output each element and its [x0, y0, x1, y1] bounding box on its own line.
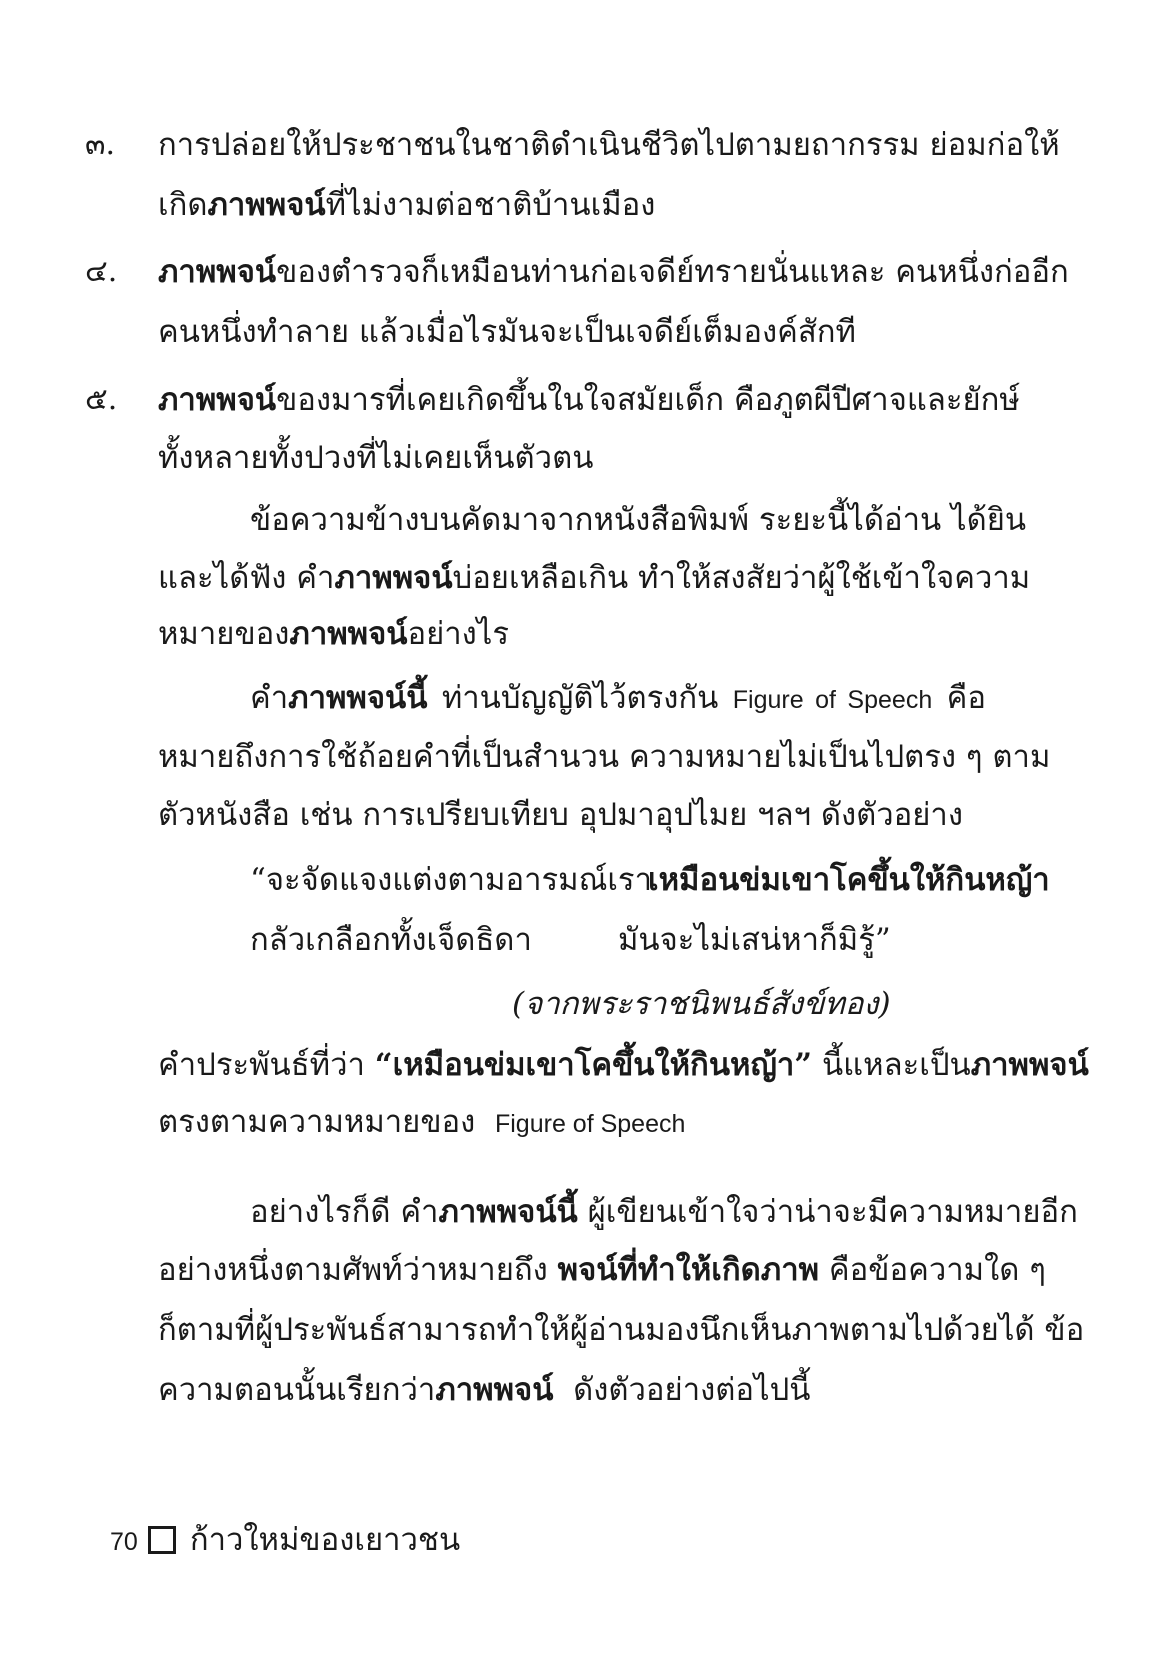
text-run: ระยะนี้ได้อ่าน	[758, 502, 942, 538]
page-number: 70	[110, 1528, 138, 1556]
bold-term: ภาพพจน์	[158, 382, 277, 418]
text-run: ความตอนนั้นเรียกว่า	[158, 1372, 436, 1408]
text-run: อย่างไร	[407, 616, 510, 652]
paragraph-line	[158, 558, 1031, 598]
item-line	[158, 252, 1069, 292]
text-run: บ่อยเหลือเกิน	[452, 560, 629, 596]
paragraph-line	[158, 1310, 1084, 1350]
paragraph-line	[158, 1250, 1046, 1290]
page-footer	[110, 1520, 460, 1562]
paragraph-line	[158, 1370, 810, 1410]
item-number: ๔.	[85, 254, 118, 289]
text-run: คนหนึ่งทำลาย แล้วเมื่อไรมันจะเป็นเจดีย์เต็มองค์สักที	[158, 314, 856, 350]
english-term: Figure of Speech	[494, 1110, 686, 1138]
bold-term: พจน์ที่ทำให้เกิดภาพ	[557, 1252, 820, 1288]
text-run: ทั้งหลายทั้งปวงที่ไม่เคยเห็นตัวตน	[158, 440, 594, 476]
poem-verse: “จะจัดแจงแต่งตามอารมณ์เรา	[250, 862, 652, 898]
text-run: ดังตัวอย่างต่อไปนี้	[573, 1372, 811, 1408]
text-run: และได้ฟัง คำ	[158, 560, 335, 596]
bold-term: ภาพพจน์	[158, 254, 277, 290]
bold-term: เหมือนข่มเขาโคขึ้นให้กินหญ้า	[648, 862, 1050, 898]
text-run: ความหมายไม่เป็นไปตรง ๆ ตาม	[628, 739, 1051, 775]
text-run: ท่านบัญญัติไว้ตรงกัน	[441, 680, 719, 716]
item-number: ๓.	[85, 127, 116, 162]
poem-line	[618, 920, 891, 960]
poem-verse: มันจะไม่เสน่หาก็มิรู้”	[618, 922, 891, 958]
text-run	[822, 1047, 1089, 1083]
text-run: ย่อมก่อให้	[929, 127, 1060, 163]
text-run: ของตำรวจก็เหมือนท่านก่อเจดีย์ทรายนั่นแหละ คนหนึ่งก่ออีก	[276, 254, 1069, 290]
bold-quote: “เหมือนข่มเขาโคขึ้นให้กินหญ้า”	[374, 1047, 813, 1083]
text-run: คำประพันธ์ที่ว่า	[158, 1047, 365, 1083]
bold-term: ภาพพจน์	[435, 1372, 554, 1408]
text-run: ที่ไม่งามต่อชาติบ้านเมือง	[325, 187, 656, 223]
item-number: ๕.	[85, 382, 118, 417]
text-run: หมายถึงการใช้ถ้อยคำที่เป็นสำนวน	[158, 739, 620, 775]
text-run: หมายของ	[158, 616, 290, 652]
bold-term: ภาพพจน์นี้	[288, 680, 428, 716]
text-run: ทำให้สงสัยว่าผู้ใช้เข้าใจความ	[638, 560, 1031, 596]
text-run: คือข้อความใด ๆ	[828, 1252, 1046, 1288]
text-run	[250, 1194, 578, 1230]
poem-line	[648, 860, 1050, 900]
paragraph-line	[158, 795, 963, 835]
text-run: อย่างหนึ่งตามศัพท์ว่าหมายถึง	[158, 1252, 548, 1288]
item-line	[158, 312, 856, 352]
paragraph-line	[250, 1192, 1078, 1232]
text-run: การปล่อยให้ประชาชนในชาติดำเนินชีวิตไปตามยถากรรม	[158, 127, 920, 163]
text-run: เกิด	[158, 187, 208, 223]
text-run: คือ	[946, 680, 986, 716]
bold-term: ภาพพจน์	[334, 560, 453, 596]
paragraph-line	[250, 500, 1027, 540]
poem-verse: กลัวเกลือกทั้งเจ็ดธิดา	[250, 922, 532, 958]
bold-term: ภาพพจน์	[289, 616, 408, 652]
text-run: ข้อความข้างบนคัดมาจากหนังสือพิมพ์	[250, 502, 750, 538]
item-line	[158, 125, 1060, 165]
text-run: อย่างไรก็ดี คำ	[250, 1194, 439, 1230]
poem-source	[512, 984, 891, 1024]
text-run: ตัวหนังสือ เช่น การเปรียบเทียบ อุปมาอุปไมย ฯลฯ ดังตัวอย่าง	[158, 797, 963, 833]
paragraph-line	[158, 737, 1051, 777]
text-run: ก็ตามที่ผู้ประพันธ์สามารถทำให้ผู้อ่านมองนึกเห็นภาพตามไปด้วยได้ ข้อ	[158, 1312, 1085, 1348]
paragraph-line	[158, 1045, 1089, 1085]
book-title: ก้าวใหม่ของเยาวชน	[189, 1522, 461, 1558]
text-run: ได้ยิน	[951, 502, 1027, 538]
item-line	[158, 380, 1020, 420]
bold-term: ภาพพจน์	[970, 1047, 1089, 1083]
text-run: ตรงตามความหมายของ	[158, 1104, 476, 1140]
text-run: ผู้เขียนเข้าใจว่าน่าจะมีความหมายอีก	[587, 1194, 1078, 1230]
square-icon	[148, 1526, 176, 1554]
paragraph-line	[158, 1102, 685, 1144]
item-line	[158, 438, 593, 478]
text-run: คือภูตผีปีศาจและยักษ์	[733, 382, 1020, 418]
bold-term: ภาพพจน์นี้	[438, 1194, 578, 1230]
paragraph-line	[250, 678, 986, 720]
text-run	[158, 382, 724, 418]
text-run: ของมารที่เคยเกิดขึ้นในใจสมัยเด็ก	[276, 382, 724, 418]
text-run: คำ	[250, 680, 289, 716]
text-run	[250, 680, 427, 716]
poem-line	[250, 920, 532, 960]
poem-line	[250, 860, 652, 900]
text-run	[158, 560, 628, 596]
text-run: นี้แหละเป็น	[821, 1047, 971, 1083]
citation: (จากพระราชนิพนธ์สังข์ทอง)	[512, 986, 891, 1022]
paragraph-line	[158, 614, 509, 654]
english-term: Figure of Speech	[732, 686, 933, 714]
item-line	[158, 185, 655, 225]
bold-term: ภาพพจน์	[207, 187, 326, 223]
